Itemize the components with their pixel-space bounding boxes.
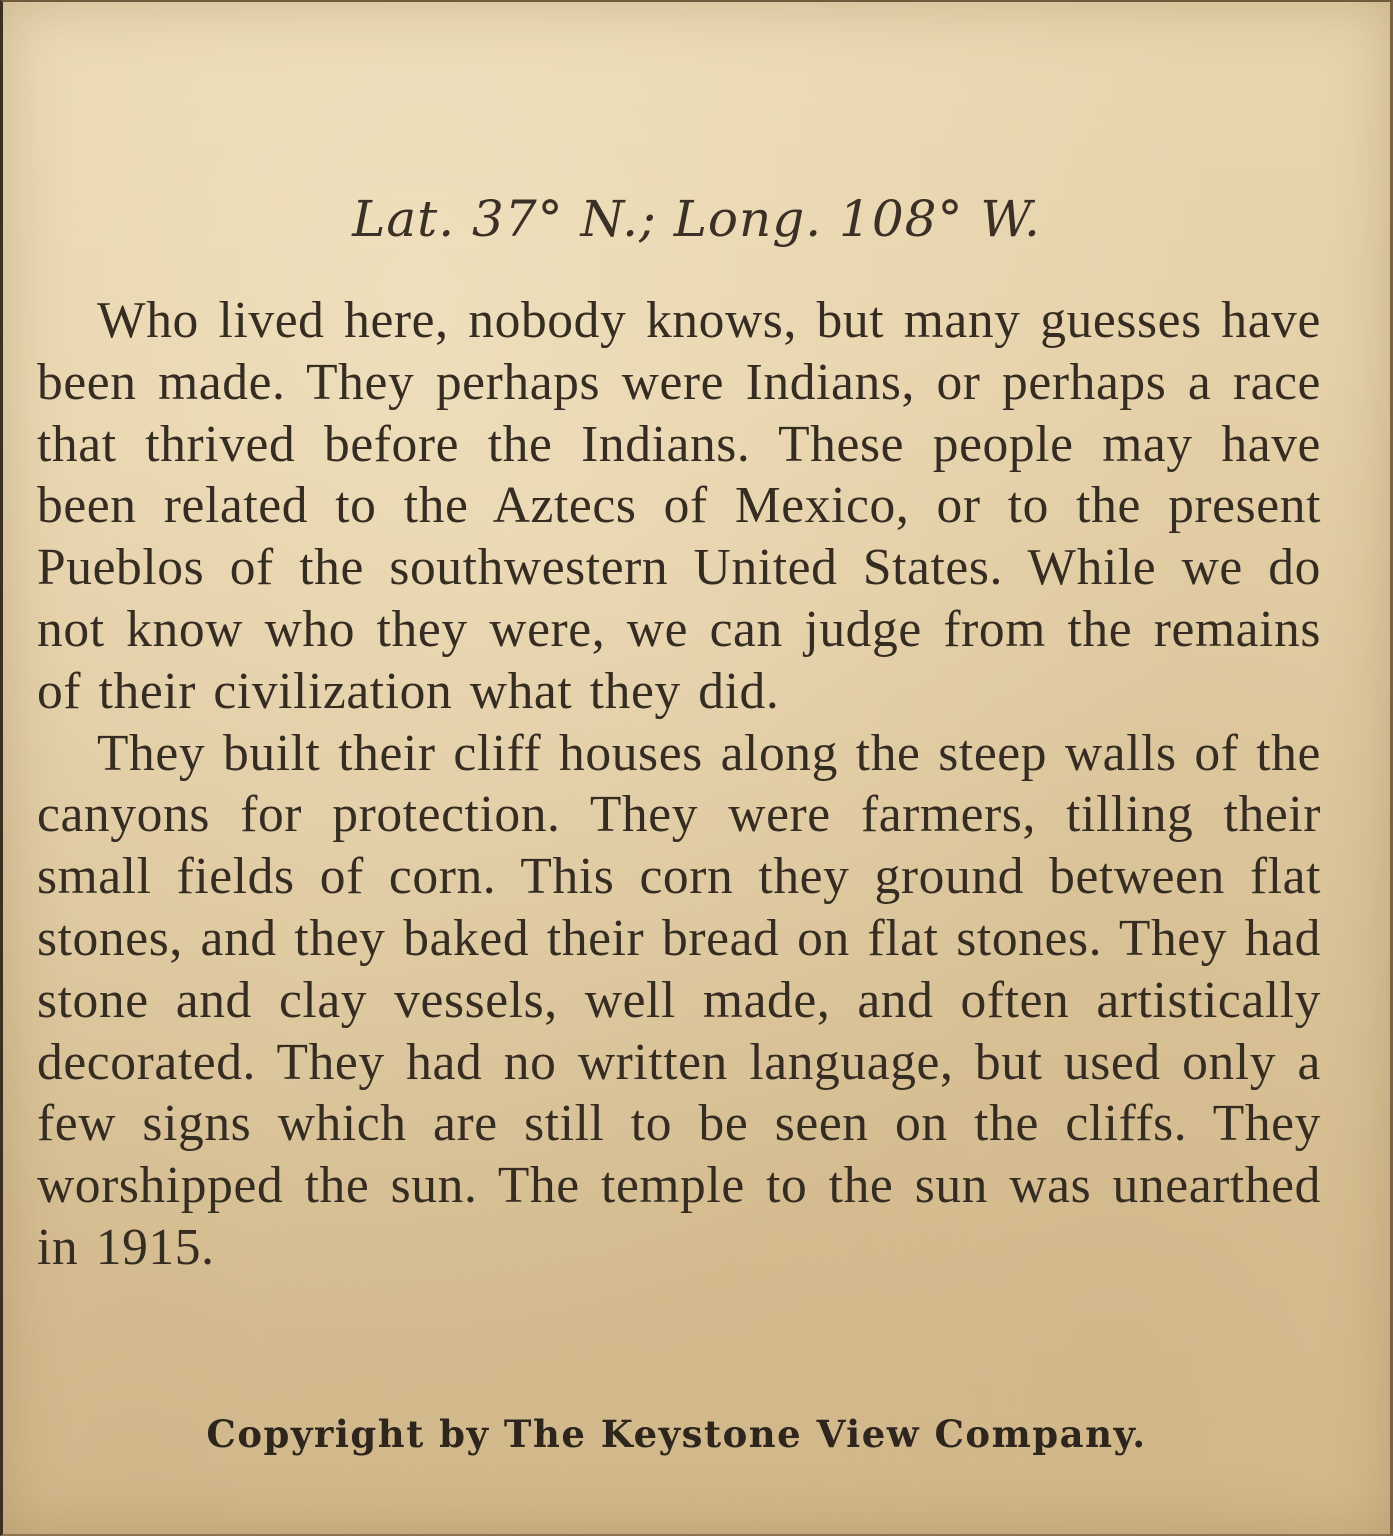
description-text xyxy=(37,290,1321,1279)
copyright-notice: Copyright by The Keystone View Company. xyxy=(206,1412,1147,1456)
paragraph-2: They built their cliff houses along the steep walls of the canyons for protection. They were farmers, tilling their small fields of corn. This corn they ground between flat stones, and they baked their bread on flat stones. They had stone and clay vessels, well made, and often artistically decorated. They had no written language, but used only a few signs which are still to be seen on the cliffs. They worshipped the sun. The temple to the sun was unearthed in 1915. xyxy=(37,724,1321,1276)
coordinates-heading: Lat. 37° N.; Long. 108° W. xyxy=(352,190,1041,248)
paragraph-1: Who lived here, nobody knows, but many guesses have been made. They perhaps were Indians, or perhaps a race that thrived before the Indians. These people may have been related to the Aztecs of Mexico, or to the present Pueblos of the southwestern United States. While we do not know who they were, we can judge from the remains of their civilization what they did. xyxy=(37,292,1321,720)
